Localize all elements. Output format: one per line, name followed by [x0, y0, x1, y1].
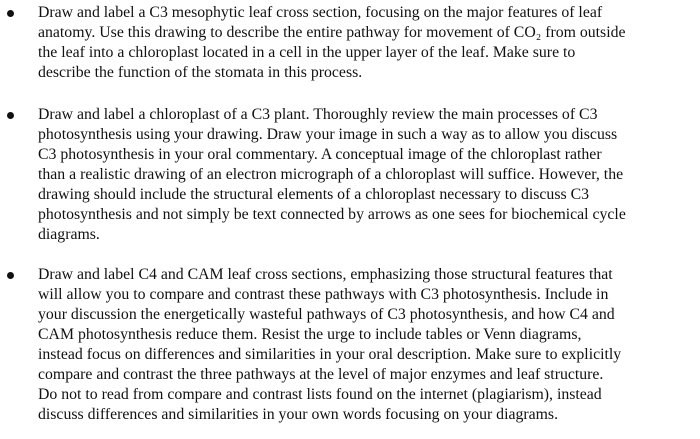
text-line: anatomy. Use this drawing to describe the entire pathway for movement of CO₂ from outside	[38, 24, 626, 41]
paragraph	[38, 265, 698, 425]
text-line: CAM photosynthesis reduce them. Resist the urge to include tables or Venn diagrams,	[38, 326, 582, 343]
paragraph	[38, 105, 698, 245]
text-line: your discussion the energetically wasteful pathways of C3 photosynthesis, and how C4 and	[38, 306, 615, 323]
bullet-dot	[7, 272, 14, 279]
text-line: describe the function of the stomata in this process.	[38, 64, 363, 81]
text-line: diagrams.	[38, 226, 100, 243]
text-line: photosynthesis and not simply be text connected by arrows as one sees for biochemical cycle	[38, 206, 626, 223]
paragraph	[38, 3, 698, 83]
text-line: Draw and label a chloroplast of a C3 plant. Thoroughly review the main processes of C3	[38, 106, 598, 123]
text-line: discuss differences and similarities in your own words focusing on your diagrams.	[38, 406, 559, 423]
text-line: Draw and label C4 and CAM leaf cross sections, emphasizing those structural features that	[38, 266, 613, 283]
text-line: than a realistic drawing of an electron micrograph of a chloroplast will suffice. However, the	[38, 166, 624, 183]
text-line: instead focus on differences and similarities in your oral description. Make sure to explicitly	[38, 346, 622, 363]
text-line: will allow you to compare and contrast these pathways with C3 photosynthesis. Include in	[38, 286, 609, 303]
text-line: photosynthesis using your drawing. Draw your image in such a way as to allow you discuss	[38, 126, 618, 143]
text-line: the leaf into a chloroplast located in a cell in the upper layer of the leaf. Make sure to	[38, 44, 576, 61]
bullet-dot	[7, 112, 14, 119]
text-line: drawing should include the structural elements of a chloroplast necessary to discuss C3	[38, 186, 590, 203]
text-line: compare and contrast the three pathways at the level of major enzymes and leaf structure.	[38, 366, 604, 383]
text-line: C3 photosynthesis in your oral commentary. A conceptual image of the chloroplast rather	[38, 146, 602, 163]
bullet-dot	[7, 10, 14, 17]
text-line: Draw and label a C3 mesophytic leaf cross section, focusing on the major features of leaf	[38, 4, 603, 21]
text-line: Do not to read from compare and contrast lists found on the internet (plagiarism), instead	[38, 386, 602, 403]
